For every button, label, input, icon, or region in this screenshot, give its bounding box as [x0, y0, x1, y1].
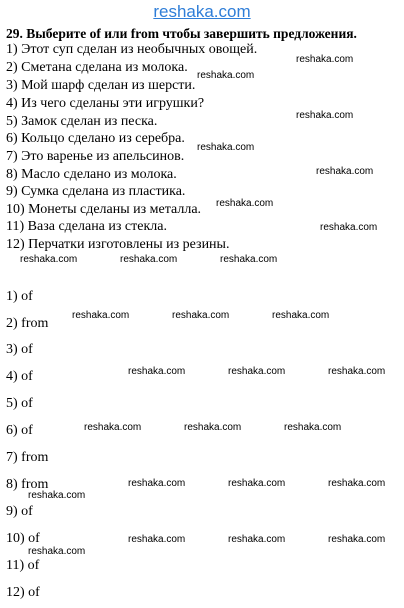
watermark: reshaka.com	[228, 534, 286, 545]
answer: 11) of	[6, 558, 40, 573]
sentence: 8) Масло сделано из молока.	[6, 167, 177, 182]
sentence: 9) Сумка сделана из пластика.	[6, 184, 186, 199]
exercise-title: 29. Выберите of или from чтобы завершить предложения.	[6, 26, 357, 41]
answer: 2) from	[6, 316, 49, 331]
answer: 10) of	[6, 531, 40, 546]
watermark: reshaka.com	[272, 310, 330, 321]
answer: 7) from	[6, 450, 49, 465]
watermark: reshaka.com	[284, 422, 342, 433]
watermark: reshaka.com	[316, 166, 374, 177]
watermark: reshaka.com	[72, 310, 130, 321]
watermark: reshaka.com	[172, 310, 230, 321]
sentence: 5) Замок сделан из песка.	[6, 114, 158, 129]
answer: 9) of	[6, 504, 33, 519]
watermark: reshaka.com	[28, 546, 86, 557]
answer: 12) of	[6, 585, 40, 600]
watermark: reshaka.com	[197, 70, 255, 81]
sentence: 11) Ваза сделана из стекла.	[6, 219, 167, 234]
sentence: 10) Монеты сделаны из металла.	[6, 202, 202, 217]
watermark: reshaka.com	[328, 534, 386, 545]
answer: 8) from	[6, 477, 49, 492]
sentence: 4) Из чего сделаны эти игрушки?	[6, 96, 205, 111]
watermark: reshaka.com	[228, 366, 286, 377]
sentence: 7) Это варенье из апельсинов.	[6, 149, 185, 164]
answer: 4) of	[6, 369, 33, 384]
sentence: 3) Мой шарф сделан из шерсти.	[6, 78, 196, 93]
watermark: reshaka.com	[84, 422, 142, 433]
site-link[interactable]: reshaka.com	[153, 2, 251, 21]
answer: 6) of	[6, 423, 33, 438]
watermark: reshaka.com	[320, 222, 378, 233]
answer: 5) of	[6, 396, 33, 411]
watermark: reshaka.com	[184, 422, 242, 433]
watermark: reshaka.com	[128, 534, 186, 545]
sentence: 1) Этот суп сделан из необычных овощей.	[6, 42, 258, 57]
watermark: reshaka.com	[228, 478, 286, 489]
watermark: reshaka.com	[20, 254, 78, 265]
watermark: reshaka.com	[328, 478, 386, 489]
watermark: reshaka.com	[197, 142, 255, 153]
sentence: 2) Сметана сделана из молока.	[6, 60, 188, 75]
answer: 1) of	[6, 289, 33, 304]
watermark: reshaka.com	[328, 366, 386, 377]
watermark: reshaka.com	[128, 366, 186, 377]
sentence: 12) Перчатки изготовлены из резины.	[6, 237, 230, 252]
watermark: reshaka.com	[120, 254, 178, 265]
answer: 3) of	[6, 342, 33, 357]
watermark: reshaka.com	[216, 198, 274, 209]
watermark: reshaka.com	[220, 254, 278, 265]
watermark: reshaka.com	[296, 54, 354, 65]
watermark: reshaka.com	[28, 490, 86, 501]
watermark: reshaka.com	[296, 110, 354, 121]
watermark: reshaka.com	[128, 478, 186, 489]
sentence: 6) Кольцо сделано из серебра.	[6, 131, 185, 146]
